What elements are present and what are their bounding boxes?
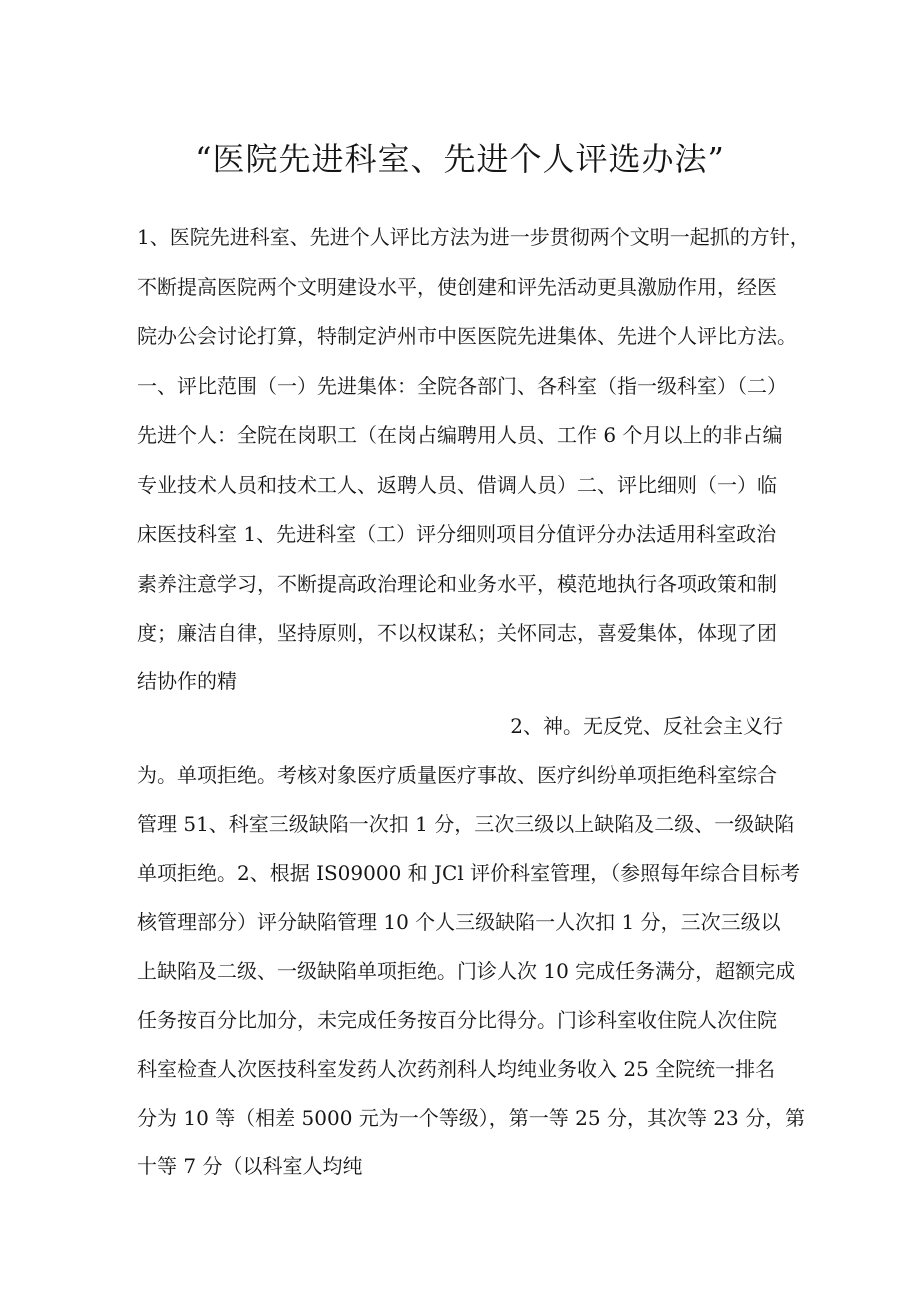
paragraph-line: 十等 7 分（以科室人均纯: [137, 1154, 363, 1178]
paragraph-line: 素养注意学习，不断提高政治理论和业务水平，模范地执行各项政策和制: [137, 572, 777, 596]
paragraph-line: 核管理部分）评分缺陷管理 10 个人三级缺陷一人次扣 1 分，三次三级以: [137, 910, 781, 934]
paragraph-line: 上缺陷及二级、一级缺陷单项拒绝。门诊人次 10 完成任务满分，超额完成: [137, 959, 796, 983]
paragraph-line: 专业技术人员和技术工人、返聘人员、借调人员）二、评比细则（一）临: [137, 473, 777, 497]
paragraph-line: 床医技科室 1、先进科室（工）评分细则项目分值评分办法适用科室政治: [137, 522, 777, 546]
paragraph-line: 先进个人：全院在岗职工（在岗占编聘用人员、工作 6 个月以上的非占编: [137, 423, 783, 447]
paragraph-line: 分为 10 等（相差 5000 元为一个等级），第一等 25 分，其次等 23 分，第: [137, 1106, 806, 1130]
paragraph-line: 管理 51、科室三级缺陷一次扣 1 分，三次三级以上缺陷及二级、一级缺陷: [137, 812, 795, 836]
paragraph-line: 结协作的精: [137, 669, 237, 693]
paragraph-line: 一、评比范围（一）先进集体：全院各部门、各科室（指一级科室）（二）: [137, 374, 787, 398]
paragraph-line-right-aligned: 2、神。无反党、反社会主义行: [510, 714, 783, 738]
paragraph-line: 度；廉洁自律，坚持原则，不以权谋私；关怀同志，喜爱集体，体现了团: [137, 621, 777, 645]
paragraph-line: 院办公会讨论打算，特制定泸州市中医医院先进集体、先进个人评比方法。: [137, 324, 797, 348]
paragraph-line: 1、医院先进科室、先进个人评比方法为进一步贯彻两个文明一起抓的方针，: [137, 225, 810, 249]
paragraph-line: 单项拒绝。2、根据 IS09000 和 JCl 评价科室管理，（参照每年综合目标考: [137, 861, 801, 885]
document-title: “医院先进科室、先进个人评选办法”: [195, 140, 725, 178]
paragraph-line: 为。单项拒绝。考核对象医疗质量医疗事故、医疗纠纷单项拒绝科室综合: [137, 763, 777, 787]
paragraph-line: 科室检查人次医技科室发药人次药剂科人均纯业务收入 25 全院统一排名: [137, 1057, 776, 1081]
paragraph-line: 任务按百分比加分，未完成任务按百分比得分。门诊科室收住院人次住院: [137, 1008, 777, 1032]
paragraph-line: 不断提高医院两个文明建设水平，使创建和评先活动更具激励作用，经医: [137, 275, 777, 299]
